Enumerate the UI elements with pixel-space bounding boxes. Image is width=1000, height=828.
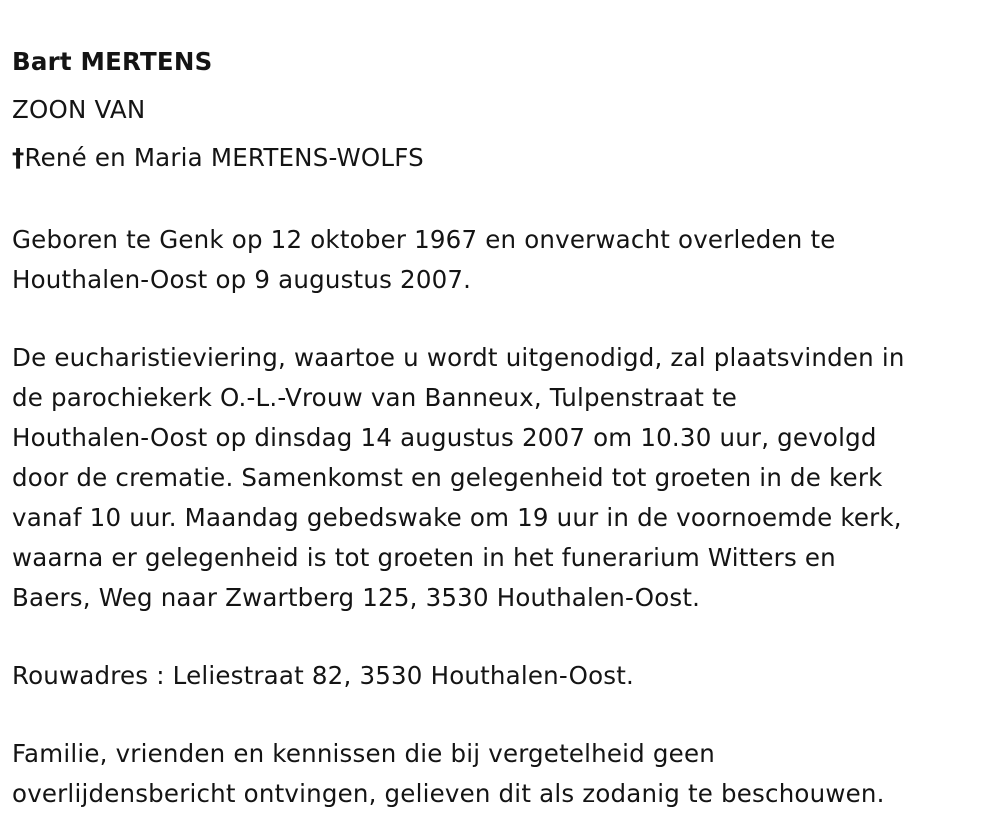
ceremony-line: door de crematie. Samenkomst en gelegenheid tot groeten in de kerk bbox=[12, 463, 883, 492]
mourning-address: Rouwadres : Leliestraat 82, 3530 Houthalen-Oost. bbox=[12, 661, 635, 690]
parents-line bbox=[12, 134, 988, 182]
spacer bbox=[12, 618, 988, 656]
birth-line: Houthalen-Oost op 9 augustus 2007. bbox=[12, 265, 472, 294]
ceremony-line: waarna er gelegenheid is tot groeten in het funerarium Witters en bbox=[12, 543, 836, 572]
notice-paragraph bbox=[12, 734, 988, 814]
address-paragraph bbox=[12, 656, 988, 696]
relation-label: ZOON VAN bbox=[12, 95, 146, 124]
birth-line: Geboren te Genk op 12 oktober 1967 en onverwacht overleden te bbox=[12, 225, 836, 254]
deceased-name: Bart MERTENS bbox=[12, 47, 213, 76]
birth-paragraph bbox=[12, 220, 988, 300]
ceremony-paragraph bbox=[12, 338, 988, 618]
parents-names: René en Maria MERTENS-WOLFS bbox=[24, 143, 424, 172]
spacer bbox=[12, 300, 988, 338]
spacer bbox=[12, 182, 988, 220]
cross-icon: † bbox=[12, 143, 25, 172]
ceremony-line: Baers, Weg naar Zwartberg 125, 3530 Houthalen-Oost. bbox=[12, 583, 701, 612]
spacer bbox=[12, 696, 988, 734]
ceremony-line: vanaf 10 uur. Maandag gebedswake om 19 uur in de voornoemde kerk, bbox=[12, 503, 902, 532]
notice-line: Familie, vrienden en kennissen die bij vergetelheid geen bbox=[12, 739, 715, 768]
ceremony-line: De eucharistieviering, waartoe u wordt uitgenodigd, zal plaatsvinden in bbox=[12, 343, 905, 372]
ceremony-line: Houthalen-Oost op dinsdag 14 augustus 2007 om 10.30 uur, gevolgd bbox=[12, 423, 877, 452]
ceremony-line: de parochiekerk O.-L.-Vrouw van Banneux, Tulpenstraat te bbox=[12, 383, 738, 412]
notice-line: overlijdensbericht ontvingen, gelieven dit als zodanig te beschouwen. bbox=[12, 779, 885, 808]
